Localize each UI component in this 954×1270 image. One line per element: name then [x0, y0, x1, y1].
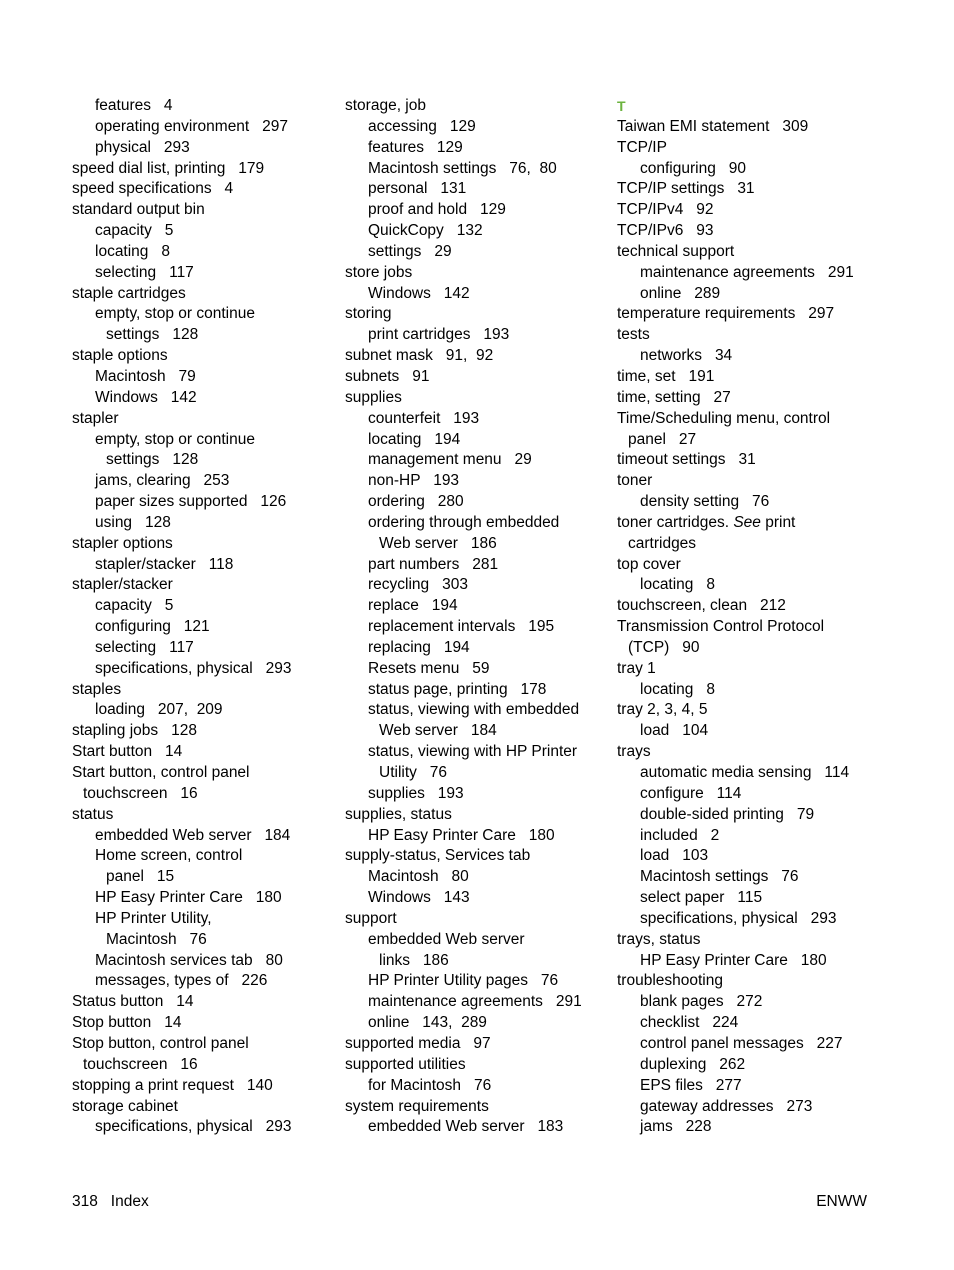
index-subentry: paper sizes supported 126 — [95, 493, 287, 511]
index-entry: trays, status — [617, 930, 701, 948]
index-entry-text: toner cartridges. — [617, 513, 734, 531]
index-subentry: status, viewing with HP Printer — [368, 743, 578, 761]
index-subentry: selecting 117 — [95, 638, 194, 656]
index-subentry: capacity 5 — [95, 222, 174, 240]
index-subentry: stapler/stacker 118 — [95, 555, 234, 573]
index-subentry: specifications, physical 293 — [640, 909, 837, 927]
index-subentry: Web server 184 — [379, 722, 497, 740]
index-entry: supplies — [345, 388, 402, 406]
index-subentry: proof and hold 129 — [368, 201, 506, 219]
index-subentry: personal 131 — [368, 180, 467, 198]
index-subentry: features 4 — [95, 97, 173, 114]
index-subentry: configure 114 — [640, 784, 742, 802]
index-subentry: Macintosh 79 — [95, 367, 196, 385]
index-subentry: EPS files 277 — [640, 1076, 742, 1094]
index-subentry: empty, stop or continue — [95, 305, 255, 323]
index-subentry: select paper 115 — [640, 889, 763, 907]
index-subentry: settings 29 — [368, 242, 452, 260]
index-subentry: Windows 143 — [368, 889, 470, 907]
index-subentry: physical 293 — [95, 138, 190, 156]
index-subentry: configuring 90 — [640, 159, 746, 177]
index-entry: technical support — [617, 242, 735, 260]
index-entry: Taiwan EMI statement 309 — [617, 117, 809, 135]
index-subentry: online 289 — [640, 284, 721, 302]
index-subentry: non-HP 193 — [368, 472, 460, 490]
index-entry: storage cabinet — [72, 1097, 178, 1115]
index-subentry: touchscreen 16 — [83, 1055, 198, 1073]
index-subentry: using 128 — [95, 513, 171, 531]
index-entry: supplies, status — [345, 805, 452, 823]
index-subentry: HP Easy Printer Care 180 — [640, 951, 827, 969]
index-subentry: Home screen, control — [95, 847, 243, 865]
index-subentry: load 103 — [640, 847, 709, 865]
index-subentry: capacity 5 — [95, 597, 174, 615]
index-subentry: supplies 193 — [368, 784, 464, 802]
index-subentry: specifications, physical 293 — [95, 659, 292, 677]
see-reference-target: print — [760, 513, 796, 531]
index-subentry: panel 15 — [106, 868, 175, 886]
index-subentry: replacing 194 — [368, 638, 470, 656]
index-entry: staples — [72, 680, 122, 698]
index-subentry: load 104 — [640, 722, 709, 740]
index-subentry: Macintosh 80 — [368, 868, 469, 886]
index-subentry: replace 194 — [368, 597, 458, 615]
index-subentry: (TCP) 90 — [628, 638, 700, 656]
index-entry: time, setting 27 — [617, 388, 731, 406]
index-column-3 — [617, 96, 897, 1138]
index-subentry: locating 8 — [640, 576, 715, 594]
index-entry: temperature requirements 297 — [617, 305, 835, 323]
index-subentry: selecting 117 — [95, 263, 194, 281]
index-subentry: blank pages 272 — [640, 993, 763, 1011]
index-subentry: locating 8 — [640, 680, 715, 698]
index-subentry: maintenance agreements 291 — [368, 993, 582, 1011]
index-subentry: Windows 142 — [95, 388, 197, 406]
index-entry: support — [345, 909, 397, 927]
index-subentry: HP Printer Utility, — [95, 909, 212, 927]
index-subentry: locating 8 — [95, 242, 170, 260]
index-subentry: counterfeit 193 — [368, 409, 480, 427]
index-entry: time, set 191 — [617, 367, 715, 385]
page-footer-right: ENWW — [816, 1193, 867, 1210]
index-entry: troubleshooting — [617, 972, 723, 990]
index-subentry: touchscreen 16 — [83, 784, 198, 802]
index-entry: Stop button, control panel — [72, 1034, 249, 1052]
index-subentry: jams 228 — [640, 1118, 712, 1136]
index-entry: Transmission Control Protocol — [617, 618, 825, 636]
index-subentry: messages, types of 226 — [95, 972, 268, 990]
index-entry: stapler/stacker — [72, 576, 173, 594]
index-entry: subnets 91 — [345, 367, 430, 385]
page-footer-left: 318 Index — [72, 1193, 149, 1210]
index-subentry: Macintosh 76 — [106, 930, 207, 948]
index-entry: timeout settings 31 — [617, 451, 756, 469]
index-entry: supply-status, Services tab — [345, 847, 531, 865]
index-subentry: networks 34 — [640, 347, 733, 365]
index-subentry: duplexing 262 — [640, 1055, 746, 1073]
index-entry: storage, job — [345, 97, 426, 114]
index-subentry: ordering 280 — [368, 493, 464, 511]
index-subentry: Macintosh services tab 80 — [95, 951, 283, 969]
index-subentry: embedded Web server 184 — [95, 826, 291, 844]
index-subentry: double-sided printing 79 — [640, 805, 815, 823]
index-entry: stapling jobs 128 — [72, 722, 197, 740]
index-subentry: ordering through embedded — [368, 513, 560, 531]
index-subentry: included 2 — [640, 826, 720, 844]
index-entry: speed dial list, printing 179 — [72, 159, 265, 177]
index-subentry: Resets menu 59 — [368, 659, 490, 677]
index-entry: toner — [617, 472, 653, 490]
index-subentry: loading 207, 209 — [95, 701, 223, 719]
index-subentry: HP Easy Printer Care 180 — [368, 826, 555, 844]
index-subentry: replacement intervals 195 — [368, 618, 555, 636]
index-subentry: Macintosh settings 76, 80 — [368, 159, 557, 177]
index-entry: Stop button 14 — [72, 1014, 182, 1032]
index-entry: supported media 97 — [345, 1034, 491, 1052]
index-entry: standard output bin — [72, 201, 205, 219]
index-entry: subnet mask 91, 92 — [345, 347, 494, 365]
index-entry: speed specifications 4 — [72, 180, 234, 198]
index-entry: storing — [345, 305, 392, 323]
index-column-1 — [72, 96, 337, 1138]
index-subentry: Windows 142 — [368, 284, 470, 302]
index-subentry: status, viewing with embedded — [368, 701, 580, 719]
index-subentry: automatic media sensing 114 — [640, 764, 850, 781]
index-subentry: Web server 186 — [379, 534, 497, 552]
index-subentry: QuickCopy 132 — [368, 222, 483, 240]
index-subentry: HP Printer Utility pages 76 — [368, 972, 559, 990]
index-entry: trays — [617, 743, 651, 761]
index-entry: stapler options — [72, 534, 173, 552]
index-subentry: panel 27 — [628, 430, 697, 448]
index-subentry: operating environment 297 — [95, 117, 289, 135]
index-entry: touchscreen, clean 212 — [617, 597, 786, 615]
index-entry: stopping a print request 140 — [72, 1076, 273, 1094]
index-entry: staple cartridges — [72, 284, 186, 302]
index-entry: supported utilities — [345, 1055, 466, 1073]
index-subentry: print cartridges 193 — [368, 326, 510, 344]
index-letter-heading: T — [617, 98, 626, 114]
index-subentry: embedded Web server — [368, 930, 525, 948]
index-subentry: Macintosh settings 76 — [640, 868, 799, 886]
index-subentry: settings 128 — [106, 326, 199, 344]
index-subentry: links 186 — [379, 951, 449, 969]
index-subentry: maintenance agreements 291 — [640, 263, 854, 281]
index-entry: status — [72, 805, 114, 823]
index-subentry: empty, stop or continue — [95, 430, 255, 448]
index-subentry: cartridges — [628, 534, 697, 552]
index-subentry: configuring 121 — [95, 618, 210, 636]
index-entry: top cover — [617, 555, 681, 573]
index-subentry: gateway addresses 273 — [640, 1097, 813, 1115]
index-subentry: recycling 303 — [368, 576, 468, 594]
index-entry: Start button, control panel — [72, 764, 250, 781]
index-entry: Start button 14 — [72, 743, 183, 761]
index-subentry: checklist 224 — [640, 1014, 739, 1032]
index-entry: TCP/IP — [617, 138, 667, 156]
index-column-2 — [345, 96, 610, 1138]
index-subentry: specifications, physical 293 — [95, 1118, 292, 1136]
index-entry: TCP/IP settings 31 — [617, 180, 755, 198]
index-subentry: management menu 29 — [368, 451, 532, 469]
index-entry: tray 1 — [617, 659, 656, 677]
index-subentry: accessing 129 — [368, 117, 476, 135]
see-reference: See — [733, 513, 761, 531]
index-entry: system requirements — [345, 1097, 489, 1115]
index-subentry: locating 194 — [368, 430, 461, 448]
index-subentry: control panel messages 227 — [640, 1034, 843, 1052]
index-subentry: settings 128 — [106, 451, 199, 469]
index-subentry: jams, clearing 253 — [95, 472, 230, 490]
index-entry: Status button 14 — [72, 993, 194, 1011]
index-entry: Time/Scheduling menu, control — [617, 409, 831, 427]
index-subentry: embedded Web server 183 — [368, 1118, 564, 1136]
index-subentry: density setting 76 — [640, 493, 770, 511]
index-entry: TCP/IPv4 92 — [617, 201, 714, 219]
index-entry: TCP/IPv6 93 — [617, 222, 714, 240]
index-entry: staple options — [72, 347, 168, 365]
index-subentry: online 143, 289 — [368, 1014, 487, 1032]
index-subentry: status page, printing 178 — [368, 680, 547, 698]
index-entry — [617, 513, 897, 534]
index-entry: tray 2, 3, 4, 5 — [617, 701, 708, 719]
index-entry: stapler — [72, 409, 119, 427]
index-subentry: Utility 76 — [379, 764, 448, 781]
index-entry: tests — [617, 326, 650, 344]
index-subentry: for Macintosh 76 — [368, 1076, 492, 1094]
index-subentry: HP Easy Printer Care 180 — [95, 889, 282, 907]
index-subentry: features 129 — [368, 138, 463, 156]
index-subentry: part numbers 281 — [368, 555, 499, 573]
index-entry: store jobs — [345, 263, 413, 281]
